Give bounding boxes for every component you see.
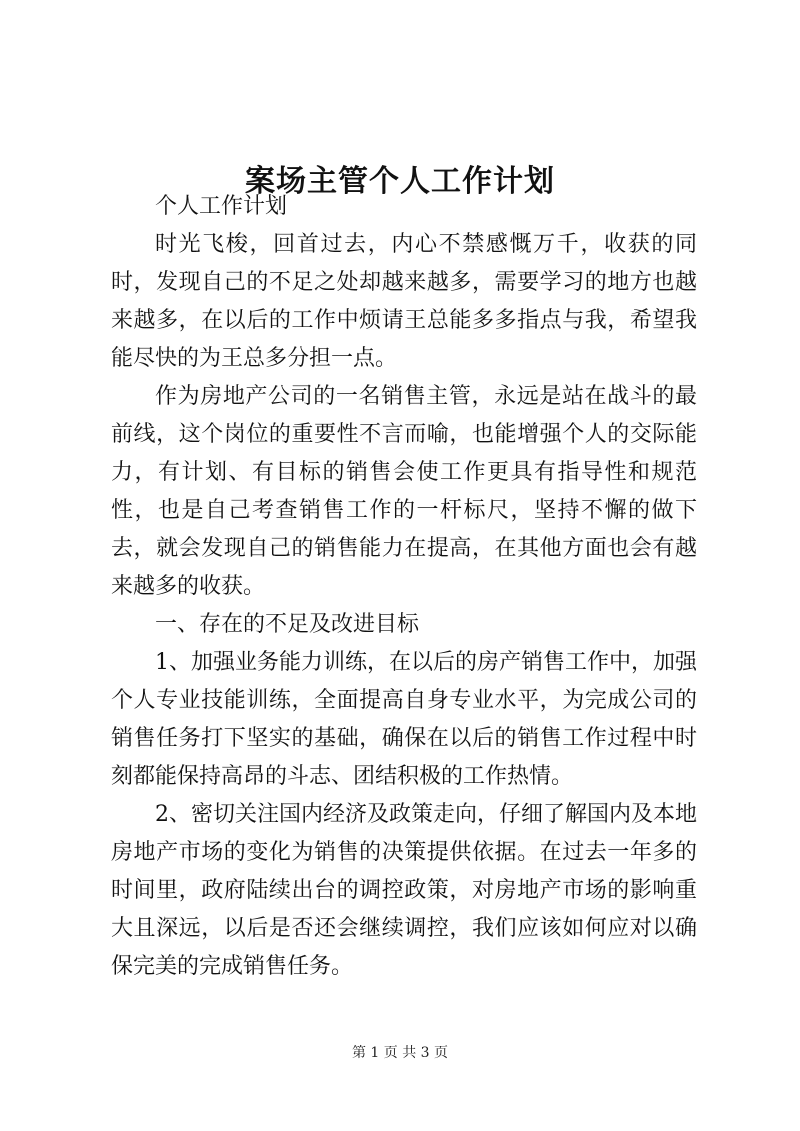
page-number-footer: 第 1 页 共 3 页 — [351, 1045, 449, 1061]
paragraph-item-2: 2、密切关注国内经济及政策走向，仔细了解国内及本地房地产市场的变化为销售的决策提供依据。在过去一年多的时间里，政府陆续出台的调控政策，对房地产市场的影响重大且深远，以后是否还会继续调控，我们应该如何应对以确保完美的完成销售任务。 — [111, 802, 697, 979]
paragraph-item-1: 1、加强业务能力训练，在以后的房产销售工作中，加强个人专业技能训练，全面提高自身专业水平，为完成公司的销售任务打下坚实的基础，确保在以后的销售工作过程中时刻都能保持高昂的斗志、团结积极的工作热情。 — [111, 650, 697, 789]
document-body — [111, 188, 697, 986]
section-heading: 一、存在的不足及改进目标 — [155, 612, 420, 637]
paragraph-role: 作为房地产公司的一名销售主管，永远是站在战斗的最前线，这个岗位的重要性不言而喻，也能增强个人的交际能力，有计划、有目标的销售会使工作更具有指导性和规范性，也是自己考查销售工作的一杆标尺，坚持不懈的做下去，就会发现自己的销售能力在提高，在其他方面也会有越来越多的收获。 — [111, 384, 697, 599]
paragraph-subtitle: 个人工作计划 — [155, 194, 288, 219]
paragraph-intro: 时光飞梭，回首过去，内心不禁感慨万千，收获的同时，发现自己的不足之处却越来越多，需要学习的地方也越来越多，在以后的工作中烦请王总能多多指点与我，希望我能尽快的为王总多分担一点。 — [111, 232, 697, 371]
document-title: 案场主管个人工作计划 — [245, 164, 555, 200]
